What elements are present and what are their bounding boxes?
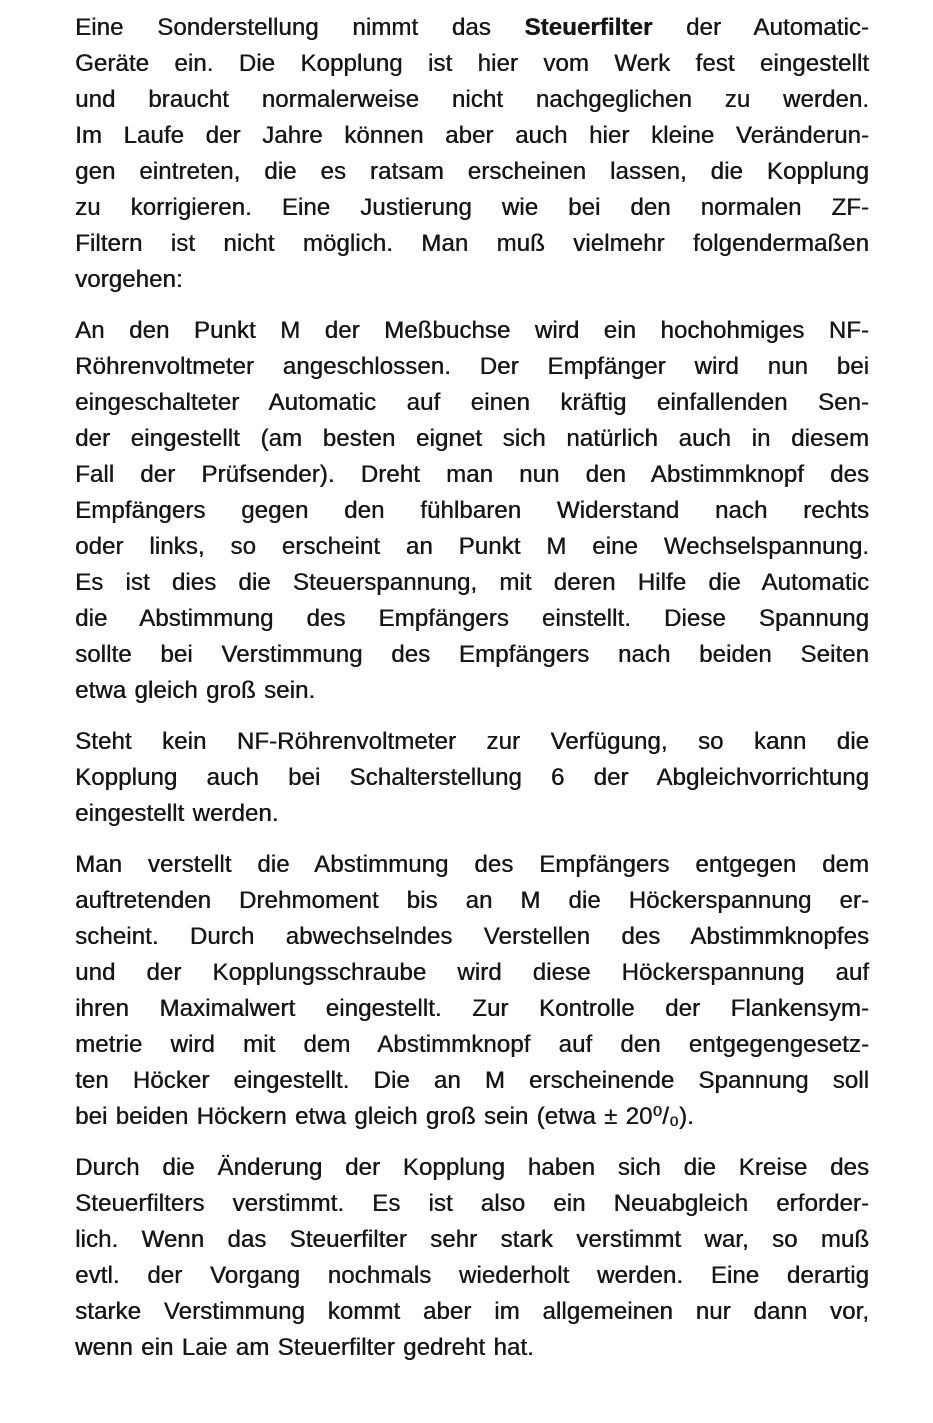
text-column bbox=[75, 10, 869, 1381]
text-line: bei beiden Höckern etwa gleich groß sein (etwa ± 20⁰/₀). bbox=[75, 1103, 694, 1130]
text-line: Man verstellt die Abstimmung des Empfängers entgegen dem bbox=[75, 851, 869, 878]
text-line: Steht kein NF-Röhrenvoltmeter zur Verfügung, so kann die bbox=[75, 728, 869, 755]
text-line: wenn ein Laie am Steuerfilter gedreht hat. bbox=[75, 1334, 534, 1361]
text-line: und braucht normalerweise nicht nachgeglichen zu werden. bbox=[75, 86, 869, 113]
text-line: Kopplung auch bei Schalterstellung 6 der Abgleichvorrichtung bbox=[75, 764, 869, 791]
text-line: Durch die Änderung der Kopplung haben sich die Kreise des bbox=[75, 1154, 869, 1181]
text-line: metrie wird mit dem Abstimmknopf auf den entgegengesetz- bbox=[75, 1031, 869, 1058]
text-line: scheint. Durch abwechselndes Verstellen des Abstimmknopfes bbox=[75, 923, 869, 950]
text-line: zu korrigieren. Eine Justierung wie bei den normalen ZF- bbox=[75, 194, 869, 221]
paragraph bbox=[75, 10, 869, 298]
paragraph bbox=[75, 313, 869, 709]
text-line: gen eintreten, die es ratsam erscheinen lassen, die Kopplung bbox=[75, 158, 869, 185]
text-line: ihren Maximalwert eingestellt. Zur Kontrolle der Flankensym- bbox=[75, 995, 869, 1022]
text-line: die Abstimmung des Empfängers einstellt. Diese Spannung bbox=[75, 605, 869, 632]
paragraph bbox=[75, 724, 869, 832]
text-line: eingestellt werden. bbox=[75, 800, 279, 827]
text-line: etwa gleich groß sein. bbox=[75, 677, 316, 704]
paragraph bbox=[75, 1150, 869, 1366]
text-line: lich. Wenn das Steuerfilter sehr stark verstimmt war, so muß bbox=[75, 1226, 869, 1253]
text-line: Im Laufe der Jahre können aber auch hier kleine Veränderun- bbox=[75, 122, 869, 149]
text-line: Steuerfilters verstimmt. Es ist also ein Neuabgleich erforder- bbox=[75, 1190, 869, 1217]
text-line: sollte bei Verstimmung des Empfängers nach beiden Seiten bbox=[75, 641, 869, 668]
text-line: vorgehen: bbox=[75, 266, 183, 293]
text-line: Empfängers gegen den fühlbaren Widerstand nach rechts bbox=[75, 497, 869, 524]
text-line: Es ist dies die Steuerspannung, mit deren Hilfe die Automatic bbox=[75, 569, 869, 596]
text-line: Röhrenvoltmeter angeschlossen. Der Empfänger wird nun bei bbox=[75, 353, 869, 380]
text-line: Eine Sonderstellung nimmt das Steuerfilter der Automatic- bbox=[75, 14, 869, 41]
paragraph bbox=[75, 847, 869, 1135]
text-line: auftretenden Drehmoment bis an M die Höckerspannung er- bbox=[75, 887, 869, 914]
bold-term: Steuerfilter bbox=[524, 14, 653, 41]
text-line: Geräte ein. Die Kopplung ist hier vom Werk fest eingestellt bbox=[75, 50, 869, 77]
text-line: oder links, so erscheint an Punkt M eine Wechselspannung. bbox=[75, 533, 869, 560]
text-line: Fall der Prüfsender). Dreht man nun den Abstimmknopf des bbox=[75, 461, 869, 488]
text-line: An den Punkt M der Meßbuchse wird ein hochohmiges NF- bbox=[75, 317, 869, 344]
text-line: und der Kopplungsschraube wird diese Höckerspannung auf bbox=[75, 959, 869, 986]
text-line: starke Verstimmung kommt aber im allgemeinen nur dann vor, bbox=[75, 1298, 869, 1325]
text-line: ten Höcker eingestellt. Die an M erscheinende Spannung soll bbox=[75, 1067, 869, 1094]
text-line: eingeschalteter Automatic auf einen kräftig einfallenden Sen- bbox=[75, 389, 869, 416]
text-line: Filtern ist nicht möglich. Man muß vielmehr folgendermaßen bbox=[75, 230, 869, 257]
text-line: der eingestellt (am besten eignet sich natürlich auch in diesem bbox=[75, 425, 869, 452]
text-line: evtl. der Vorgang nochmals wiederholt werden. Eine derartig bbox=[75, 1262, 869, 1289]
